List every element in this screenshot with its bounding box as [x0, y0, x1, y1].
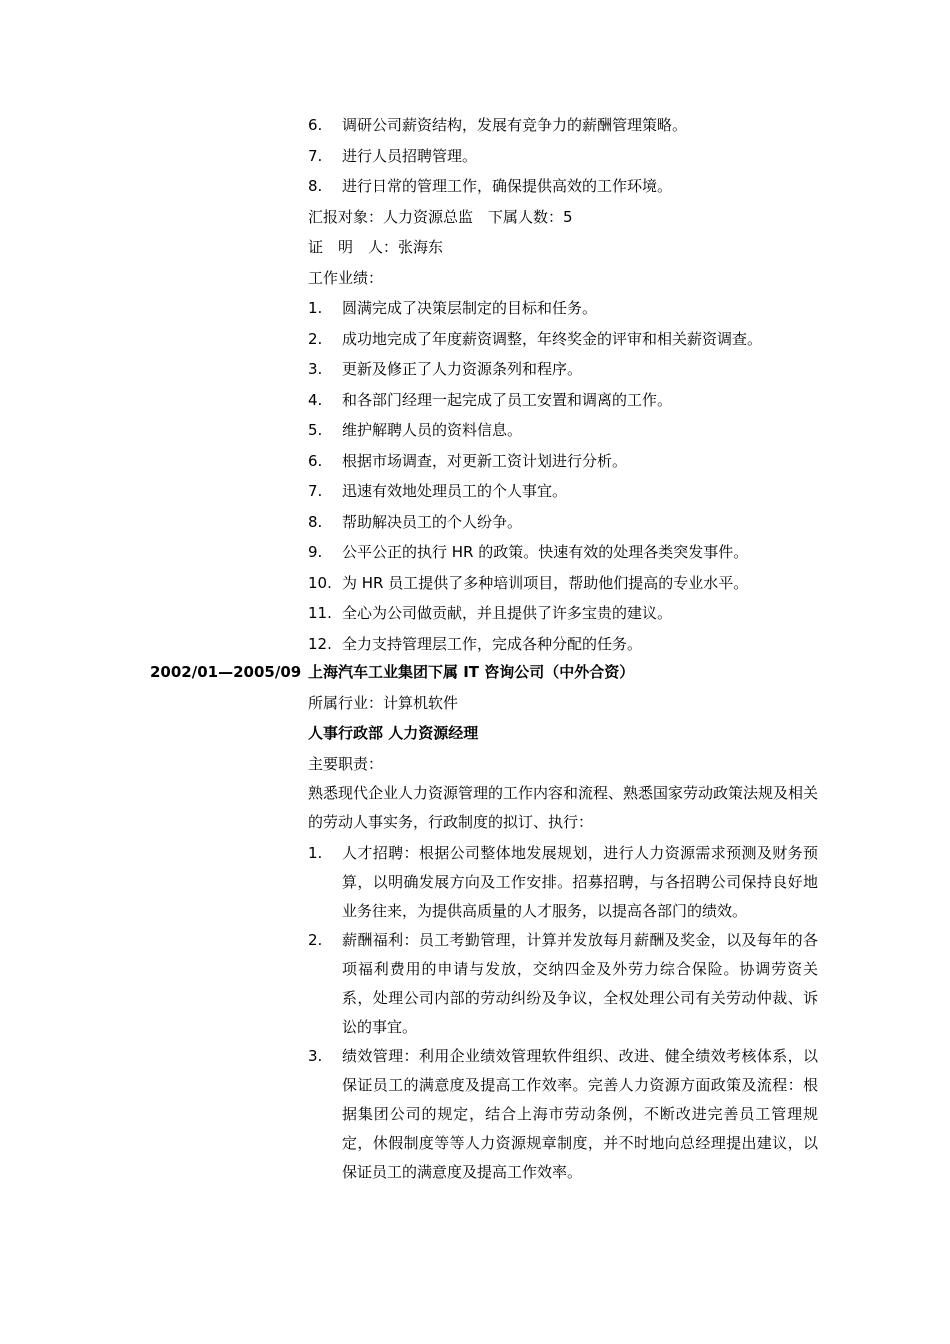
list-number: 6.: [308, 451, 323, 470]
list-number: 8.: [308, 512, 323, 531]
list-text: 全力支持管理层工作，完成各种分配的任务。: [342, 634, 643, 653]
company-name: 上海汽车工业集团下属 IT 咨询公司（中外合资）: [308, 663, 635, 681]
list-item: [308, 507, 818, 538]
list-item: [308, 598, 818, 629]
list-number: 4.: [308, 390, 323, 409]
list-number: 10.: [308, 573, 332, 592]
list-item: [308, 1042, 818, 1187]
position-title: 人事行政部 人力资源经理: [308, 724, 479, 742]
list-item: [308, 110, 818, 141]
report-line: 汇报对象：人力资源总监 下属人数：5: [308, 207, 573, 226]
list-number: 5.: [308, 421, 323, 439]
list-text: 调研公司薪资结构，发展有竞争力的薪酬管理策略。: [342, 116, 688, 134]
list-number: 9.: [308, 543, 323, 561]
list-number: 7.: [308, 482, 323, 500]
list-number: 6.: [308, 116, 323, 134]
list-text: 公平公正的执行 HR 的政策。快速有效的处理各类突发事件。: [342, 543, 749, 561]
list-item: [308, 324, 818, 355]
job-period: 2002/01—2005/09: [150, 663, 302, 681]
job2-section: [308, 657, 818, 1187]
list-text: 更新及修正了人力资源条列和程序。: [342, 360, 583, 378]
list-text: 薪酬福利：员工考勤管理，计算并发放每月薪酬及奖金，以及每年的各项福利费用的申请与发放，交纳四金及外劳力综合保险。协调劳资关系，处理公司内部的劳动纠纷及争议，全权处理公司有关劳动仲裁、诉讼的事宜。: [342, 931, 818, 1036]
list-text: 维护解聘人员的资料信息。: [342, 421, 523, 439]
list-item: [308, 171, 818, 202]
list-text: 帮助解决员工的个人纷争。: [342, 512, 523, 531]
duties-label: 主要职责：: [308, 754, 384, 773]
list-text: 迅速有效地处理员工的个人事宜。: [342, 482, 568, 500]
list-item: [308, 415, 818, 446]
witness-line: 证 明 人：张海东: [308, 238, 444, 256]
list-number: 3.: [308, 1047, 323, 1065]
list-number: 1.: [308, 844, 323, 862]
list-number: 3.: [308, 360, 323, 378]
list-text: 和各部门经理一起完成了员工安置和调离的工作。: [342, 390, 673, 409]
list-number: 2.: [308, 931, 323, 949]
list-item: [308, 293, 818, 324]
list-number: 2.: [308, 329, 323, 348]
duties-intro: 熟悉现代企业人力资源管理的工作内容和流程、熟悉国家劳动政策法规及相关的劳动人事实务，行政制度的拟订、执行：: [308, 784, 819, 831]
list-text: 根据市场调查，对更新工资计划进行分析。: [342, 451, 628, 470]
list-text: 进行日常的管理工作，确保提供高效的工作环境。: [342, 177, 673, 195]
list-item: [308, 537, 818, 568]
list-number: 12.: [308, 634, 332, 653]
list-number: 1.: [308, 299, 323, 317]
list-item: [308, 385, 818, 416]
list-text: 圆满完成了决策层制定的目标和任务。: [342, 299, 598, 317]
list-item: [308, 446, 818, 477]
achievements-label: 工作业绩：: [308, 268, 384, 287]
duties-continued-list: [308, 110, 818, 659]
list-text: 人才招聘：根据公司整体地发展规划，进行人力资源需求预测及财务预算，以明确发展方向及工作安排。招募招聘，与各招聘公司保持良好地业务往来，为提供高质量的人才服务，以提高各部门的绩效。: [342, 844, 818, 920]
list-item: [308, 839, 818, 926]
list-text: 绩效管理：利用企业绩效管理软件组织、改进、健全绩效考核体系，以保证员工的满意度及提高工作效率。完善人力资源方面政策及流程：根据集团公司的规定，结合上海市劳动条例，不断改进完善员工管理规定，休假制度等等人力资源规章制度，并不时地向总经理提出建议，以保证员工的满意度及提高工作效率。: [342, 1047, 818, 1181]
list-text: 为 HR 员工提供了多种培训项目，帮助他们提高的专业水平。: [342, 573, 749, 592]
list-number: 7.: [308, 146, 323, 165]
list-item: [308, 629, 818, 660]
list-number: 8.: [308, 177, 323, 195]
list-item: [308, 926, 818, 1042]
list-text: 成功地完成了年度薪资调整，年终奖金的评审和相关薪资调查。: [342, 329, 763, 348]
list-item: [308, 141, 818, 172]
list-item: [308, 568, 818, 599]
list-number: 11.: [308, 604, 332, 622]
industry-line: 所属行业：计算机软件: [308, 693, 459, 712]
list-item: [308, 476, 818, 507]
list-text: 进行人员招聘管理。: [342, 146, 478, 165]
list-item: [308, 354, 818, 385]
list-text: 全心为公司做贡献，并且提供了许多宝贵的建议。: [342, 604, 673, 622]
